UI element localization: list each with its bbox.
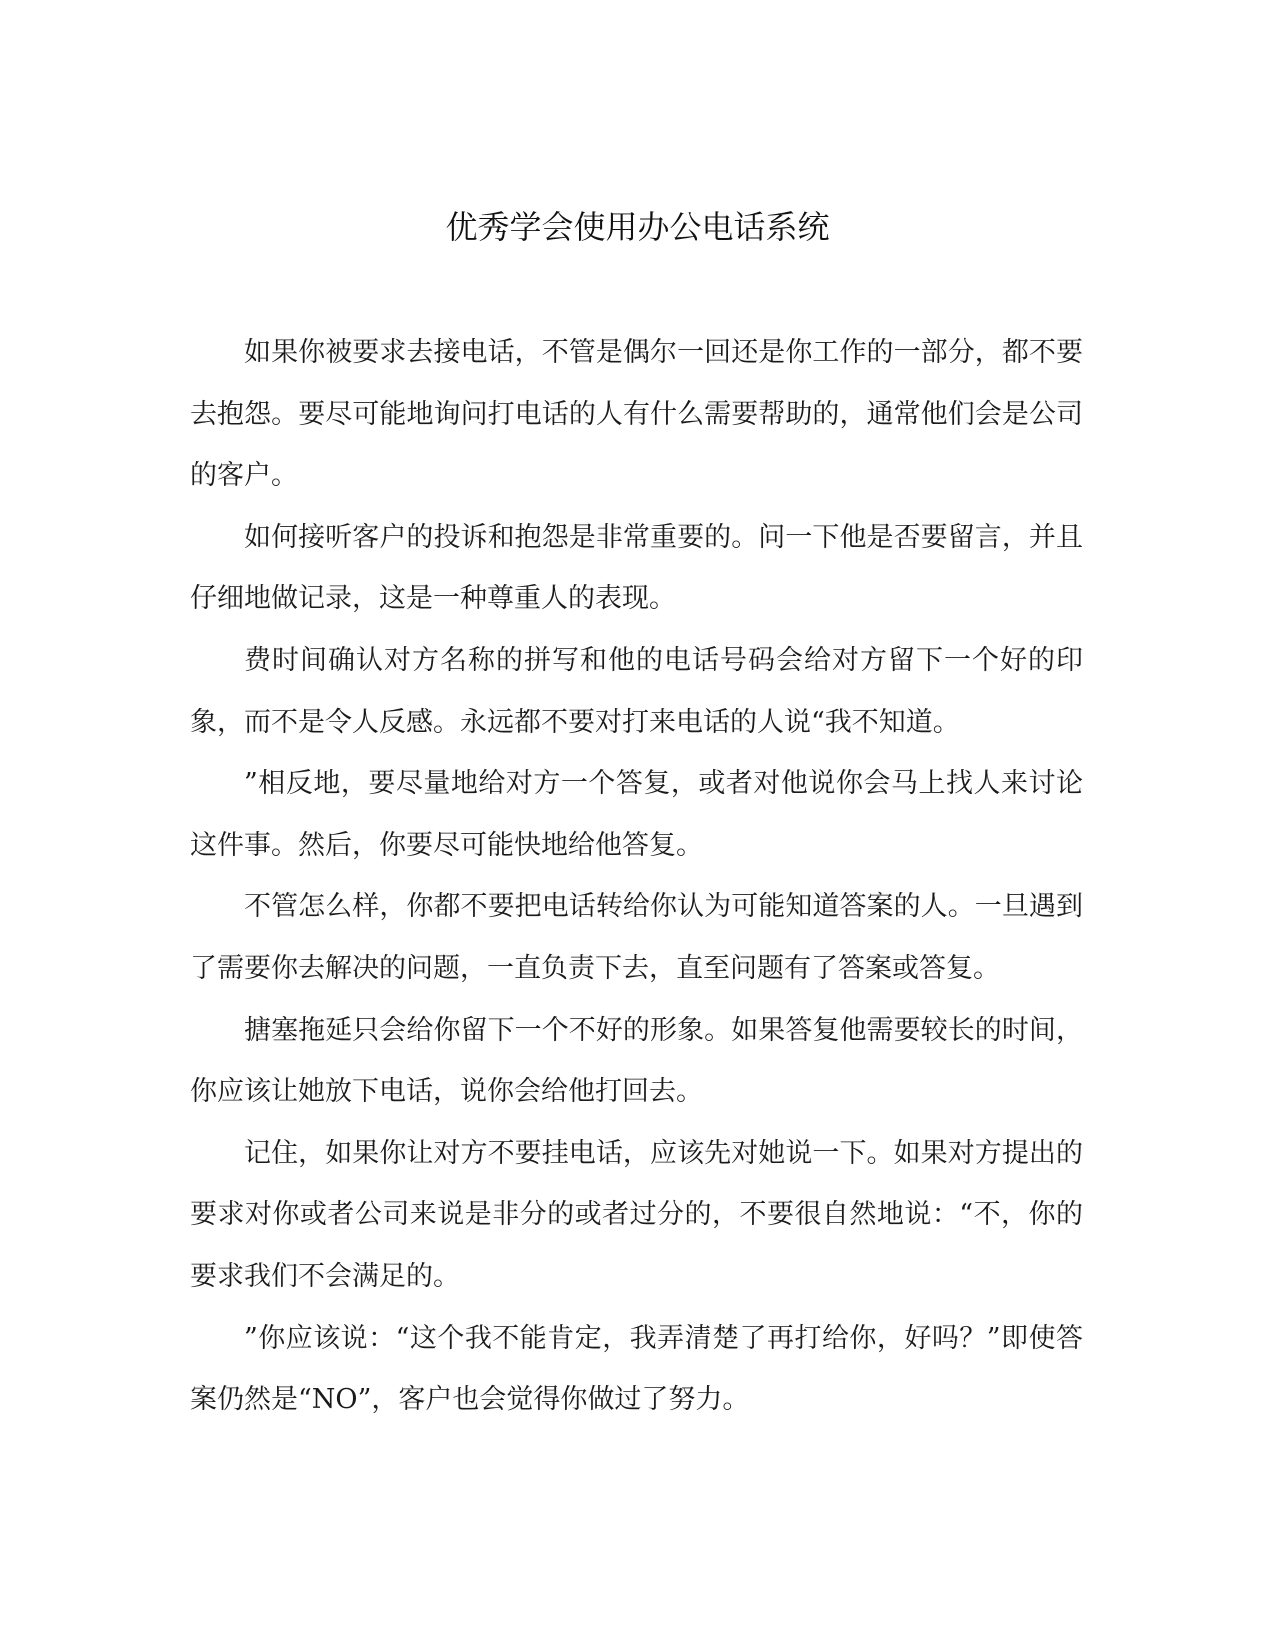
document-title: 优秀学会使用办公电话系统 (445, 208, 830, 246)
document-body (190, 322, 1083, 1431)
paragraph-8: ”你应该说：“这个我不能肯定，我弄清楚了再打给你，好吗？”即使答案仍然是“NO”，客户也会觉得你做过了努力。 (190, 1322, 1083, 1416)
paragraph-6: 搪塞拖延只会给你留下一个不好的形象。如果答复他需要较长的时间，你应该让她放下电话，说你会给他打回去。 (190, 1014, 1083, 1108)
paragraph-2: 如何接听客户的投诉和抱怨是非常重要的。问一下他是否要留言，并且仔细地做记录，这是一种尊重人的表现。 (190, 521, 1083, 615)
paragraph-4: ”相反地，要尽量地给对方一个答复，或者对他说你会马上找人来讨论这件事。然后，你要尽可能快地给他答复。 (190, 768, 1083, 861)
paragraph-1: 如果你被要求去接电话，不管是偶尔一回还是你工作的一部分，都不要去抱怨。要尽可能地询问打电话的人有什么需要帮助的，通常他们会是公司的客户。 (190, 337, 1083, 492)
paragraph-5: 不管怎么样，你都不要把电话转给你认为可能知道答案的人。一旦遇到了需要你去解决的问题，一直负责下去，直至问题有了答案或答复。 (190, 891, 1083, 984)
paragraph-3: 费时间确认对方名称的拼写和他的电话号码会给对方留下一个好的印象，而不是令人反感。永远都不要对打来电话的人说“我不知道。 (190, 644, 1083, 738)
paragraph-7: 记住，如果你让对方不要挂电话，应该先对她说一下。如果对方提出的要求对你或者公司来说是非分的或者过分的，不要很自然地说：“不，你的要求我们不会满足的。 (190, 1137, 1083, 1292)
